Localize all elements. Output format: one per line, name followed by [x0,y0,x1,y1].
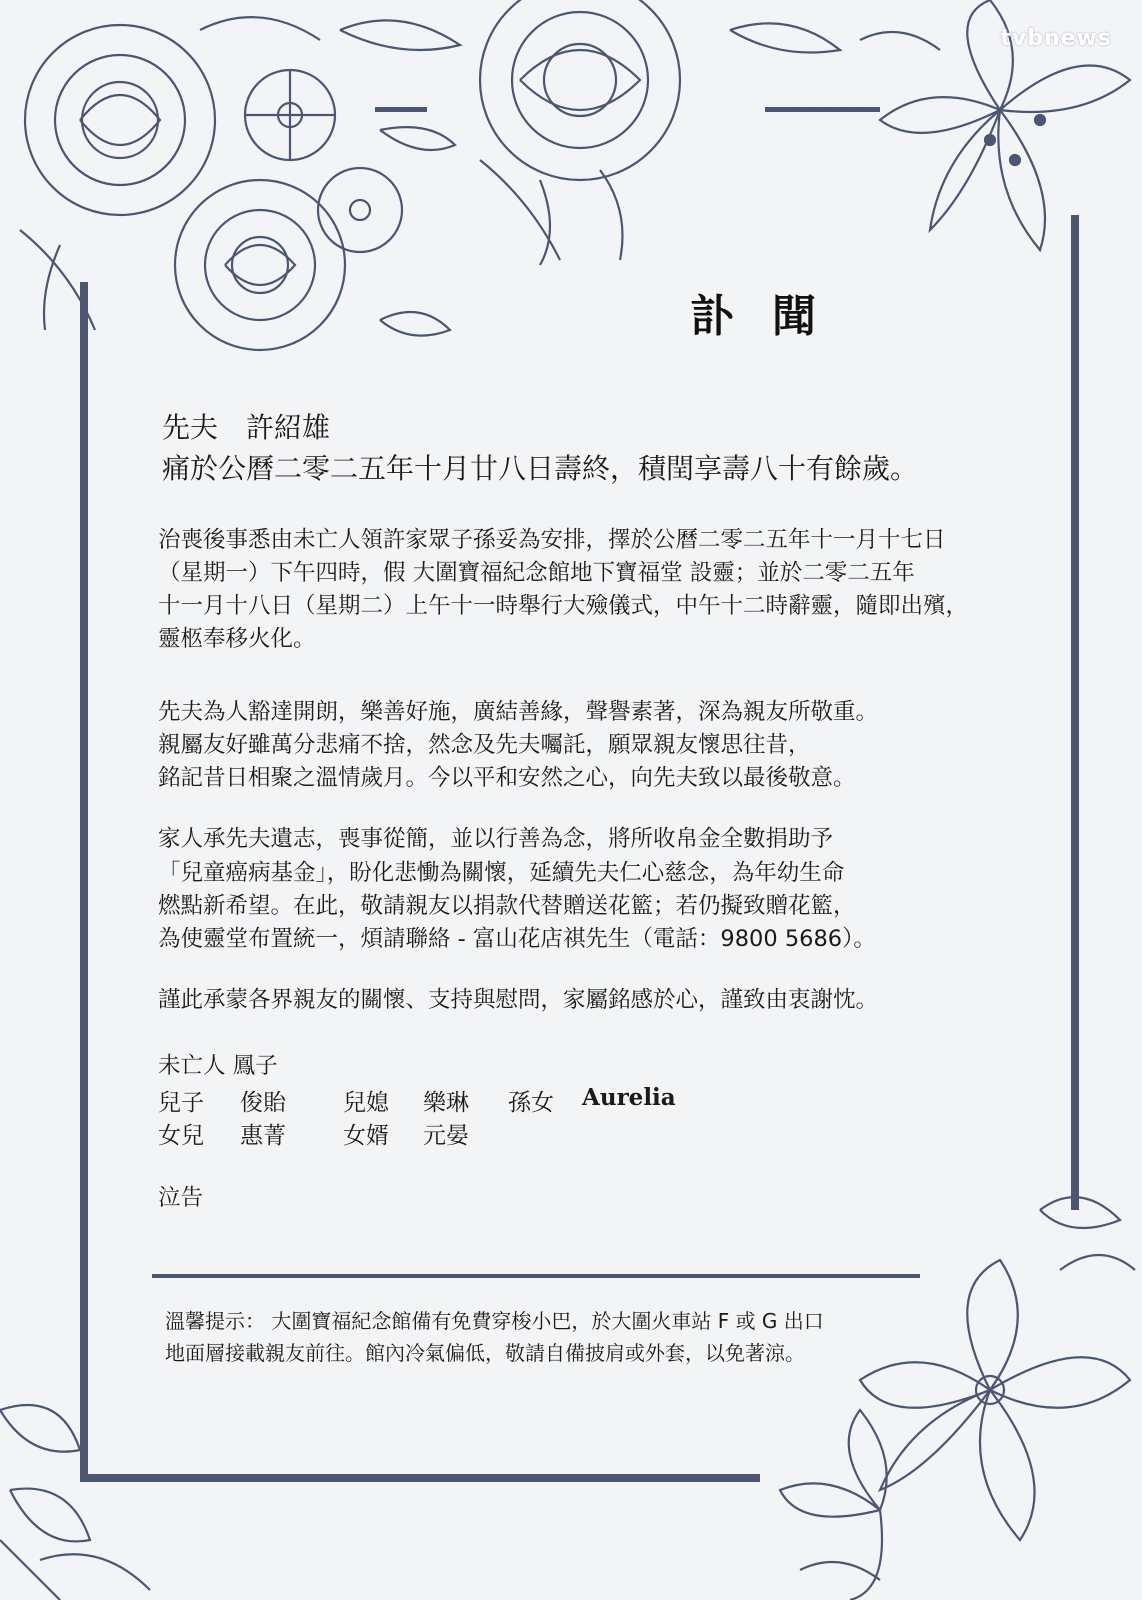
family-member-name: 元晏 [423,1123,469,1149]
text-line: 親屬友好雖萬分悲痛不捨，然念及先夫囑託，願眾親友懷思往昔， [158,732,811,758]
text-line: 家人承先夫遺志，喪事從簡，並以行善為念，將所收帛金全數捐助予 [158,826,834,852]
text-line: 為使靈堂布置統一，煩請聯絡 - 富山花店祺先生（電話：9800 5686）。 [158,926,876,952]
tvb-news-watermark-logo: tvbnews [1000,26,1112,51]
text-line: （星期一）下午四時，假 大圍寶福紀念館地下寶福堂 設靈；並於二零二五年 [158,560,915,586]
frame-left-line [80,282,88,1482]
relation-label: 兒子 [158,1090,204,1116]
closing-signoff: 泣告 [158,1185,204,1211]
relation-label: 女婿 [343,1123,389,1149]
family-member-name: 俊貽 [240,1090,286,1116]
relation-label: 兒媳 [343,1090,389,1116]
text-line: 「兒童癌病基金」，盼化悲慟為關懷，延續先夫仁心慈念，為年幼生命 [158,860,845,886]
floral-bottom-left-decoration [0,1390,170,1600]
passing-date-line: 痛於公曆二零二五年十月廿八日壽終，積閏享壽八十有餘歲。 [162,452,919,485]
widow-signature: 未亡人 鳳子 [158,1053,278,1079]
floral-top-center-decoration [300,0,860,270]
floral-bottom-right-decoration [740,1150,1142,1600]
text-line: 地面層接載親友前往。館內冷氣偏低，敬請自備披肩或外套，以免著涼。 [165,1341,805,1365]
family-member-name: 惠菁 [240,1123,286,1149]
text-line: 治喪後事悉由未亡人領許家眾子孫妥為安排，擇於公曆二零二五年十一月十七日 [158,527,946,553]
text-line: 溫馨提示： 大圍寶福紀念館備有免費穿梭小巴，於大圍火車站 F 或 G 出口 [165,1309,824,1333]
text-line: 先夫為人豁達開朗，樂善好施，廣結善緣，聲譽素著，深為親友所敬重。 [158,699,879,725]
obituary-title: 訃聞 [690,291,854,342]
frame-bottom-line [80,1474,760,1482]
text-line: 銘記昔日相聚之溫情歲月。今以平和安然之心，向先夫致以最後敬意。 [158,765,856,791]
deceased-name-line: 先夫 許紹雄 [162,411,331,444]
family-member-name: 樂琳 [423,1090,469,1116]
frame-right-line [1071,215,1079,1210]
thanks-paragraph: 謹此承蒙各界親友的關懷、支持與慰問，家屬銘感於心，謹致由衷謝忱。 [158,987,879,1013]
text-line: 十一月十八日（星期二）上午十一時舉行大殮儀式，中午十二時辭靈，隨即出殯， [158,593,969,619]
text-line: 燃點新希望。在此，敬請親友以捐款代替贈送花籃；若仍擬致贈花籃， [158,893,856,919]
relation-label: 孫女 [508,1090,554,1116]
family-member-name: Aurelia [582,1084,676,1111]
footnote-divider [152,1274,920,1278]
relation-label: 女兒 [158,1123,204,1149]
text-line: 靈柩奉移火化。 [158,626,316,652]
